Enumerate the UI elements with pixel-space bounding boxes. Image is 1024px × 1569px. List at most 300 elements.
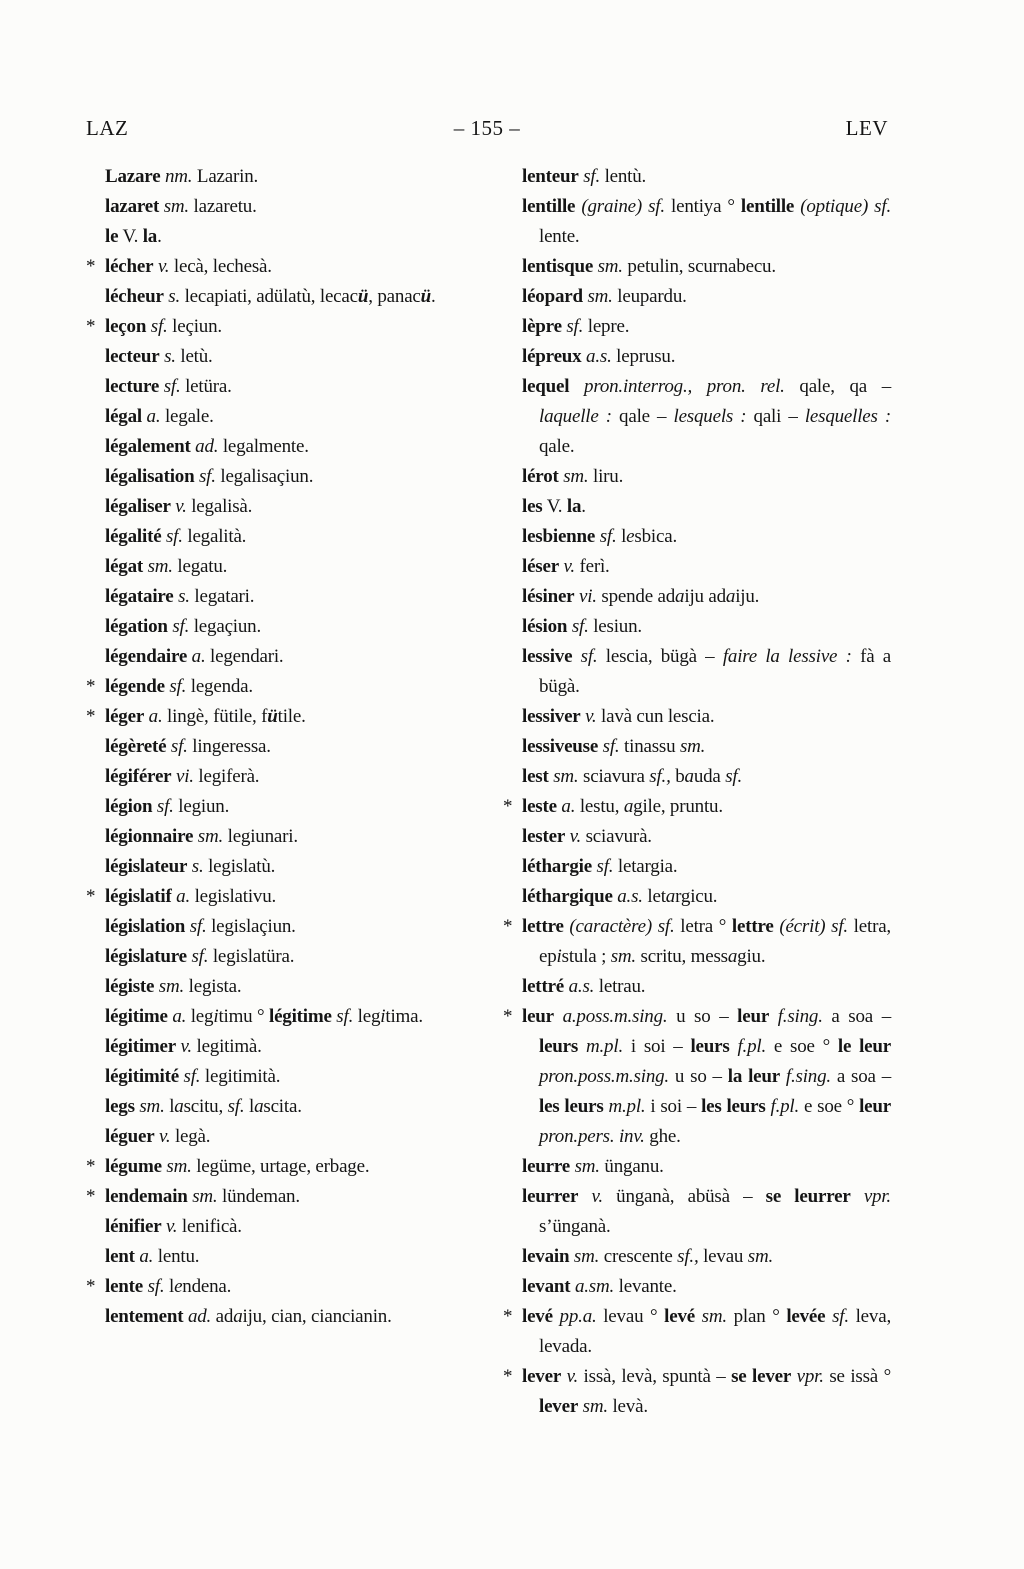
dictionary-entry — [86, 1272, 474, 1302]
headword: levain — [522, 1246, 570, 1267]
translation-text: legista. — [184, 976, 242, 997]
grammar-tag: sm. — [747, 1246, 774, 1267]
headword: leurs — [690, 1036, 730, 1057]
stressed-letter: ü — [267, 706, 278, 727]
headword: léser — [522, 556, 559, 577]
translation-text: lestu, — [575, 796, 624, 817]
grammar-tag: sm. — [569, 1246, 600, 1267]
headword: légalisation — [105, 466, 195, 487]
translation-text: lenificà. — [177, 1216, 242, 1237]
right-column — [503, 162, 891, 1422]
translation-text: rgicu. — [675, 886, 718, 907]
grammar-tag: a — [725, 586, 736, 607]
star-marker: * — [86, 676, 96, 697]
headword: lettre — [522, 916, 564, 937]
grammar-tag: a — [254, 1096, 264, 1117]
headword: législature — [105, 946, 187, 967]
grammar-tag: sm. — [558, 466, 589, 487]
translation-text: ad — [211, 1306, 234, 1327]
grammar-tag: sf. — [185, 916, 207, 937]
dictionary-entry — [86, 702, 474, 732]
dictionary-entry — [86, 552, 474, 582]
translation-text: tile. — [277, 706, 306, 727]
translation-text: sbica. — [634, 526, 677, 547]
translation-text: l — [244, 1096, 255, 1117]
dictionary-entry — [503, 162, 891, 192]
dictionary-entry — [86, 372, 474, 402]
translation-text: sciavurà. — [581, 826, 652, 847]
translation-text: ünganu. — [599, 1156, 664, 1177]
headword: lenteur — [522, 166, 579, 187]
stressed-letter: ü — [420, 286, 432, 307]
headword: lever — [539, 1396, 579, 1417]
translation-text: leupardu. — [612, 286, 687, 307]
star-marker: * — [86, 886, 96, 907]
translation-text: legenda. — [186, 676, 253, 697]
grammar-tag: e — [626, 526, 635, 547]
dictionary-entry — [86, 312, 474, 342]
dictionary-entry — [86, 792, 474, 822]
translation-text: tima. — [385, 1006, 423, 1027]
headword: leste — [522, 796, 557, 817]
translation-text: legislativu. — [190, 886, 277, 907]
translation-text: legale. — [160, 406, 214, 427]
grammar-tag: v. — [578, 1186, 603, 1207]
translation-text: lesiun. — [588, 616, 642, 637]
headword: lesbienne — [522, 526, 596, 547]
grammar-tag: (graine) sf. — [575, 196, 665, 217]
headword: lessive — [522, 646, 573, 667]
headword: lazaret — [105, 196, 160, 217]
translation-text: ghe. — [644, 1126, 681, 1147]
dictionary-entry — [86, 1242, 474, 1272]
dictionary-entry — [86, 1002, 474, 1032]
dictionary-entry — [86, 762, 474, 792]
header-guide-word-right: LEV — [845, 116, 888, 140]
grammar-tag: sf., — [649, 766, 671, 787]
dictionary-columns — [86, 162, 891, 1422]
headword: légiste — [105, 976, 155, 997]
dictionary-entry — [86, 1062, 474, 1092]
translation-text: lentù. — [600, 166, 647, 187]
headword: se lever — [731, 1366, 792, 1387]
grammar-tag: a. — [142, 406, 161, 427]
grammar-tag: v. — [561, 1366, 579, 1387]
grammar-tag: sm. — [193, 826, 224, 847]
translation-text: Lazarin. — [192, 166, 259, 187]
grammar-tag: sf. — [167, 616, 190, 637]
grammar-tag: s. — [187, 856, 204, 877]
grammar-tag: sm. — [695, 1306, 727, 1327]
dictionary-entry — [503, 1152, 891, 1182]
translation-text: l — [616, 526, 627, 547]
grammar-tag: a.s. — [612, 886, 643, 907]
translation-text: e soe ° — [766, 1036, 838, 1057]
headword: se leurrer — [765, 1186, 851, 1207]
grammar-tag: v. — [176, 1036, 192, 1057]
headword: légiférer — [105, 766, 172, 787]
grammar-tag: a.poss.m.sing. — [553, 1006, 668, 1027]
dictionary-entry — [86, 402, 474, 432]
headword: lèpre — [522, 316, 562, 337]
grammar-tag: sm. — [570, 1156, 600, 1177]
grammar-tag: a — [665, 886, 676, 907]
grammar-tag: sf. — [595, 526, 617, 547]
headword: légionnaire — [105, 826, 194, 847]
translation-text: levau ° — [596, 1306, 665, 1327]
star-marker: * — [86, 1186, 96, 1207]
headword: légende — [105, 676, 165, 697]
headword: lentille — [522, 196, 576, 217]
translation-text: legislaçiun. — [206, 916, 296, 937]
translation-text: stula ; — [561, 946, 611, 967]
grammar-tag: a. — [144, 706, 163, 727]
headword: lessiver — [522, 706, 581, 727]
dictionary-entry — [503, 522, 891, 552]
grammar-tag: m.pl. — [578, 1036, 623, 1057]
dictionary-entry — [86, 462, 474, 492]
grammar-tag: vpr. — [791, 1366, 824, 1387]
translation-text: sciavura — [578, 766, 650, 787]
grammar-tag: a. — [187, 646, 206, 667]
grammar-tag: a.s. — [581, 346, 612, 367]
grammar-tag: pp.a. — [552, 1306, 597, 1327]
dictionary-entry — [503, 762, 891, 792]
grammar-tag: (optique) sf. — [794, 196, 891, 217]
headword: lester — [522, 826, 566, 847]
headword: Lazare — [105, 166, 161, 187]
headword: leurrer — [522, 1186, 579, 1207]
translation-text: lingeressa. — [187, 736, 271, 757]
translation-text: legiunari. — [223, 826, 298, 847]
translation-text: leçiun. — [167, 316, 222, 337]
star-marker: * — [86, 1276, 96, 1297]
grammar-tag: sf. — [152, 796, 174, 817]
grammar-tag: i — [380, 1006, 386, 1027]
headword: la — [566, 496, 582, 517]
headword: lequel — [522, 376, 570, 397]
grammar-tag: sf. — [178, 1066, 201, 1087]
headword: lendemain — [105, 1186, 188, 1207]
grammar-tag: (écrit) sf. — [773, 916, 848, 937]
grammar-tag: lesquels : — [673, 406, 747, 427]
grammar-tag: v. — [558, 556, 575, 577]
headword: légion — [105, 796, 153, 817]
translation-text: leg — [186, 1006, 214, 1027]
grammar-tag: sm. — [154, 976, 185, 997]
translation-text: legendari. — [205, 646, 284, 667]
translation-text: letrau. — [594, 976, 646, 997]
grammar-tag: (caractère) sf. — [563, 916, 675, 937]
grammar-tag: sm. — [578, 1396, 608, 1417]
grammar-tag: f.pl. — [729, 1036, 767, 1057]
dictionary-entry — [503, 1272, 891, 1302]
dictionary-entry — [503, 552, 891, 582]
translation-text: lecà, lechesà. — [169, 256, 272, 277]
headword: légitimité — [105, 1066, 179, 1087]
grammar-tag: v. — [580, 706, 597, 727]
grammar-tag: v. — [161, 1216, 178, 1237]
grammar-tag: a. — [171, 886, 191, 907]
star-marker: * — [503, 916, 513, 937]
headword: légume — [105, 1156, 162, 1177]
grammar-tag: sf. — [186, 946, 209, 967]
dictionary-entry — [503, 1002, 891, 1152]
translation-text: legaçiun. — [189, 616, 262, 637]
headword: légalement — [105, 436, 191, 457]
headword: lérot — [522, 466, 559, 487]
dictionary-entry — [86, 192, 474, 222]
grammar-tag: m.pl. — [603, 1096, 646, 1117]
grammar-tag: f.pl. — [765, 1096, 800, 1117]
dictionary-entry — [86, 852, 474, 882]
grammar-tag: vi. — [171, 766, 194, 787]
translation-text: lescia, bügà – — [597, 646, 723, 667]
translation-text: legitimità. — [200, 1066, 281, 1087]
translation-text: lente. — [539, 226, 580, 247]
star-marker: * — [503, 1306, 513, 1327]
grammar-tag: sf. — [331, 1006, 354, 1027]
translation-text: i soi – — [623, 1036, 691, 1057]
translation-text: leprusu. — [611, 346, 676, 367]
headword: levée — [786, 1306, 826, 1327]
translation-text: tinassu — [619, 736, 680, 757]
headword: légaliser — [105, 496, 171, 517]
translation-text: ferì. — [574, 556, 610, 577]
translation-text: . — [431, 286, 436, 307]
headword: lépreux — [522, 346, 582, 367]
dictionary-entry — [86, 492, 474, 522]
dictionary-entry — [86, 822, 474, 852]
grammar-tag: sf. — [725, 766, 743, 787]
dictionary-entry — [86, 1122, 474, 1152]
translation-text: gile, pruntu. — [633, 796, 723, 817]
translation-text: lentu. — [153, 1246, 200, 1267]
translation-text: let — [642, 886, 666, 907]
translation-text: ndena. — [182, 1276, 232, 1297]
translation-text: plan ° — [726, 1306, 787, 1327]
headword: lécheur — [105, 286, 164, 307]
star-marker: * — [503, 1006, 513, 1027]
grammar-tag: f.sing. — [769, 1006, 823, 1027]
headword: légitime — [268, 1006, 332, 1027]
dictionary-entry — [503, 462, 891, 492]
headword: lettré — [522, 976, 565, 997]
translation-text: u so – — [668, 1066, 728, 1087]
grammar-tag: sf. — [146, 316, 168, 337]
headword: leurre — [522, 1156, 571, 1177]
dictionary-entry — [86, 522, 474, 552]
headword: leur — [737, 1006, 770, 1027]
star-marker: * — [86, 316, 96, 337]
dictionary-entry — [503, 312, 891, 342]
translation-text: qale – — [611, 406, 674, 427]
dictionary-entry — [86, 642, 474, 672]
grammar-tag: sm. — [593, 256, 623, 277]
translation-text: lündeman. — [217, 1186, 300, 1207]
grammar-tag: sf., — [677, 1246, 699, 1267]
grammar-tag: sm. — [187, 1186, 218, 1207]
grammar-tag: a.s. — [564, 976, 595, 997]
dictionary-entry — [503, 972, 891, 1002]
grammar-tag: pron.poss.m.sing. — [539, 1066, 669, 1087]
grammar-tag: a — [623, 796, 634, 817]
translation-text: letra, ep — [539, 916, 891, 967]
dictionary-entry — [503, 702, 891, 732]
headword: lentement — [105, 1306, 184, 1327]
grammar-tag: i — [213, 1006, 219, 1027]
translation-text: V. — [118, 226, 143, 247]
translation-text: lepre. — [583, 316, 630, 337]
dictionary-entry — [503, 912, 891, 972]
dictionary-entry — [503, 852, 891, 882]
headword: levé — [664, 1306, 695, 1327]
grammar-tag: a. — [134, 1246, 154, 1267]
grammar-tag: sf. — [159, 376, 181, 397]
headword: leur — [522, 1006, 554, 1027]
grammar-tag: s. — [159, 346, 176, 367]
grammar-tag: sm. — [159, 196, 189, 217]
headword: la — [142, 226, 158, 247]
grammar-tag: pron.interrog., pron. rel. — [569, 376, 785, 397]
grammar-tag: sf. — [591, 856, 614, 877]
page-header — [86, 116, 888, 141]
headword: lécher — [105, 256, 154, 277]
grammar-tag: nm. — [160, 166, 193, 187]
headword: légitimer — [105, 1036, 176, 1057]
dictionary-entry — [86, 162, 474, 192]
headword: lentisque — [522, 256, 594, 277]
translation-text: e soe ° — [799, 1096, 860, 1117]
grammar-tag: sm. — [548, 766, 579, 787]
grammar-tag: v. — [565, 826, 582, 847]
translation-text: lentiya ° — [664, 196, 741, 217]
translation-text: legiferà. — [193, 766, 260, 787]
translation-text: se issà ° — [823, 1366, 891, 1387]
headword: lent — [105, 1246, 135, 1267]
grammar-tag: v. — [154, 1126, 171, 1147]
grammar-tag: a — [675, 586, 685, 607]
dictionary-entry — [86, 342, 474, 372]
dictionary-entry — [86, 432, 474, 462]
headword: les leurs — [539, 1096, 604, 1117]
star-marker: * — [86, 1156, 96, 1177]
dictionary-entry — [86, 582, 474, 612]
headword: lésiner — [522, 586, 575, 607]
grammar-tag: vi. — [574, 586, 597, 607]
translation-text: legislatù. — [203, 856, 276, 877]
grammar-tag: sf. — [561, 316, 584, 337]
grammar-tag: sf. — [567, 616, 589, 637]
dictionary-entry — [503, 342, 891, 372]
grammar-tag: sm. — [582, 286, 613, 307]
translation-text: levau — [698, 1246, 748, 1267]
translation-text: i soi – — [645, 1096, 702, 1117]
star-marker: * — [86, 706, 96, 727]
grammar-tag: sf. — [578, 166, 601, 187]
headword: leçon — [105, 316, 147, 337]
grammar-tag: sm. — [134, 1096, 165, 1117]
grammar-tag: v. — [153, 256, 170, 277]
dictionary-entry — [86, 1152, 474, 1182]
headword: levant — [522, 1276, 571, 1297]
grammar-tag: e — [174, 1276, 183, 1297]
dictionary-entry — [86, 1032, 474, 1062]
translation-text: ünganà, abüsà – — [602, 1186, 766, 1207]
translation-text: qali – — [746, 406, 805, 427]
grammar-tag: sf. — [598, 736, 620, 757]
dictionary-entry — [503, 882, 891, 912]
headword: légat — [105, 556, 144, 577]
headword: lest — [522, 766, 549, 787]
dictionary-entry — [86, 1092, 474, 1122]
headword: lever — [522, 1366, 562, 1387]
grammar-tag: s. — [163, 286, 181, 307]
dictionary-entry — [503, 492, 891, 522]
translation-text: crescente — [599, 1246, 678, 1267]
headword: lecture — [105, 376, 160, 397]
dictionary-entry — [503, 192, 891, 252]
headword: leurs — [539, 1036, 579, 1057]
grammar-tag: lesquelles : — [804, 406, 892, 427]
headword: legs — [105, 1096, 135, 1117]
translation-text: l — [164, 1096, 175, 1117]
headword: les leurs — [701, 1096, 766, 1117]
dictionary-entry — [503, 1302, 891, 1362]
dictionary-entry — [503, 1182, 891, 1242]
translation-text: scritu, mess — [635, 946, 728, 967]
grammar-tag: ad. — [190, 436, 219, 457]
headword: le leur — [837, 1036, 891, 1057]
dictionary-entry — [86, 972, 474, 1002]
grammar-tag: vpr. — [850, 1186, 891, 1207]
translation-text: s’ünganà. — [539, 1216, 611, 1237]
grammar-tag: a — [727, 946, 738, 967]
headword: lentille — [740, 196, 795, 217]
dictionary-entry — [503, 732, 891, 762]
grammar-tag: sm. — [610, 946, 636, 967]
translation-text: a soa – — [822, 1006, 891, 1027]
grammar-tag: a. — [167, 1006, 187, 1027]
translation-text: legüme, urtage, erbage. — [191, 1156, 370, 1177]
grammar-tag: a.sm. — [570, 1276, 615, 1297]
translation-text: letargia. — [613, 856, 678, 877]
grammar-tag: a. — [556, 796, 576, 817]
translation-text: giu. — [737, 946, 766, 967]
grammar-tag: i — [556, 946, 562, 967]
dictionary-entry — [86, 222, 474, 252]
headword: légation — [105, 616, 168, 637]
dictionary-entry — [86, 912, 474, 942]
dictionary-entry — [86, 1302, 474, 1332]
grammar-tag: sf. — [161, 526, 183, 547]
translation-text: . — [581, 496, 586, 517]
grammar-tag: s. — [173, 586, 190, 607]
translation-text: V. — [542, 496, 567, 517]
grammar-tag: laquelle : — [539, 406, 612, 427]
headword: légal — [105, 406, 142, 427]
headword: léthargie — [522, 856, 592, 877]
translation-text: levà. — [607, 1396, 648, 1417]
star-marker: * — [503, 796, 513, 817]
translation-text: letù. — [175, 346, 213, 367]
translation-text: leg — [353, 1006, 381, 1027]
translation-text: legalisà. — [186, 496, 253, 517]
headword: léguer — [105, 1126, 155, 1147]
dictionary-entry — [86, 612, 474, 642]
translation-text: petulin, scurnabecu. — [622, 256, 776, 277]
dictionary-entry — [503, 252, 891, 282]
